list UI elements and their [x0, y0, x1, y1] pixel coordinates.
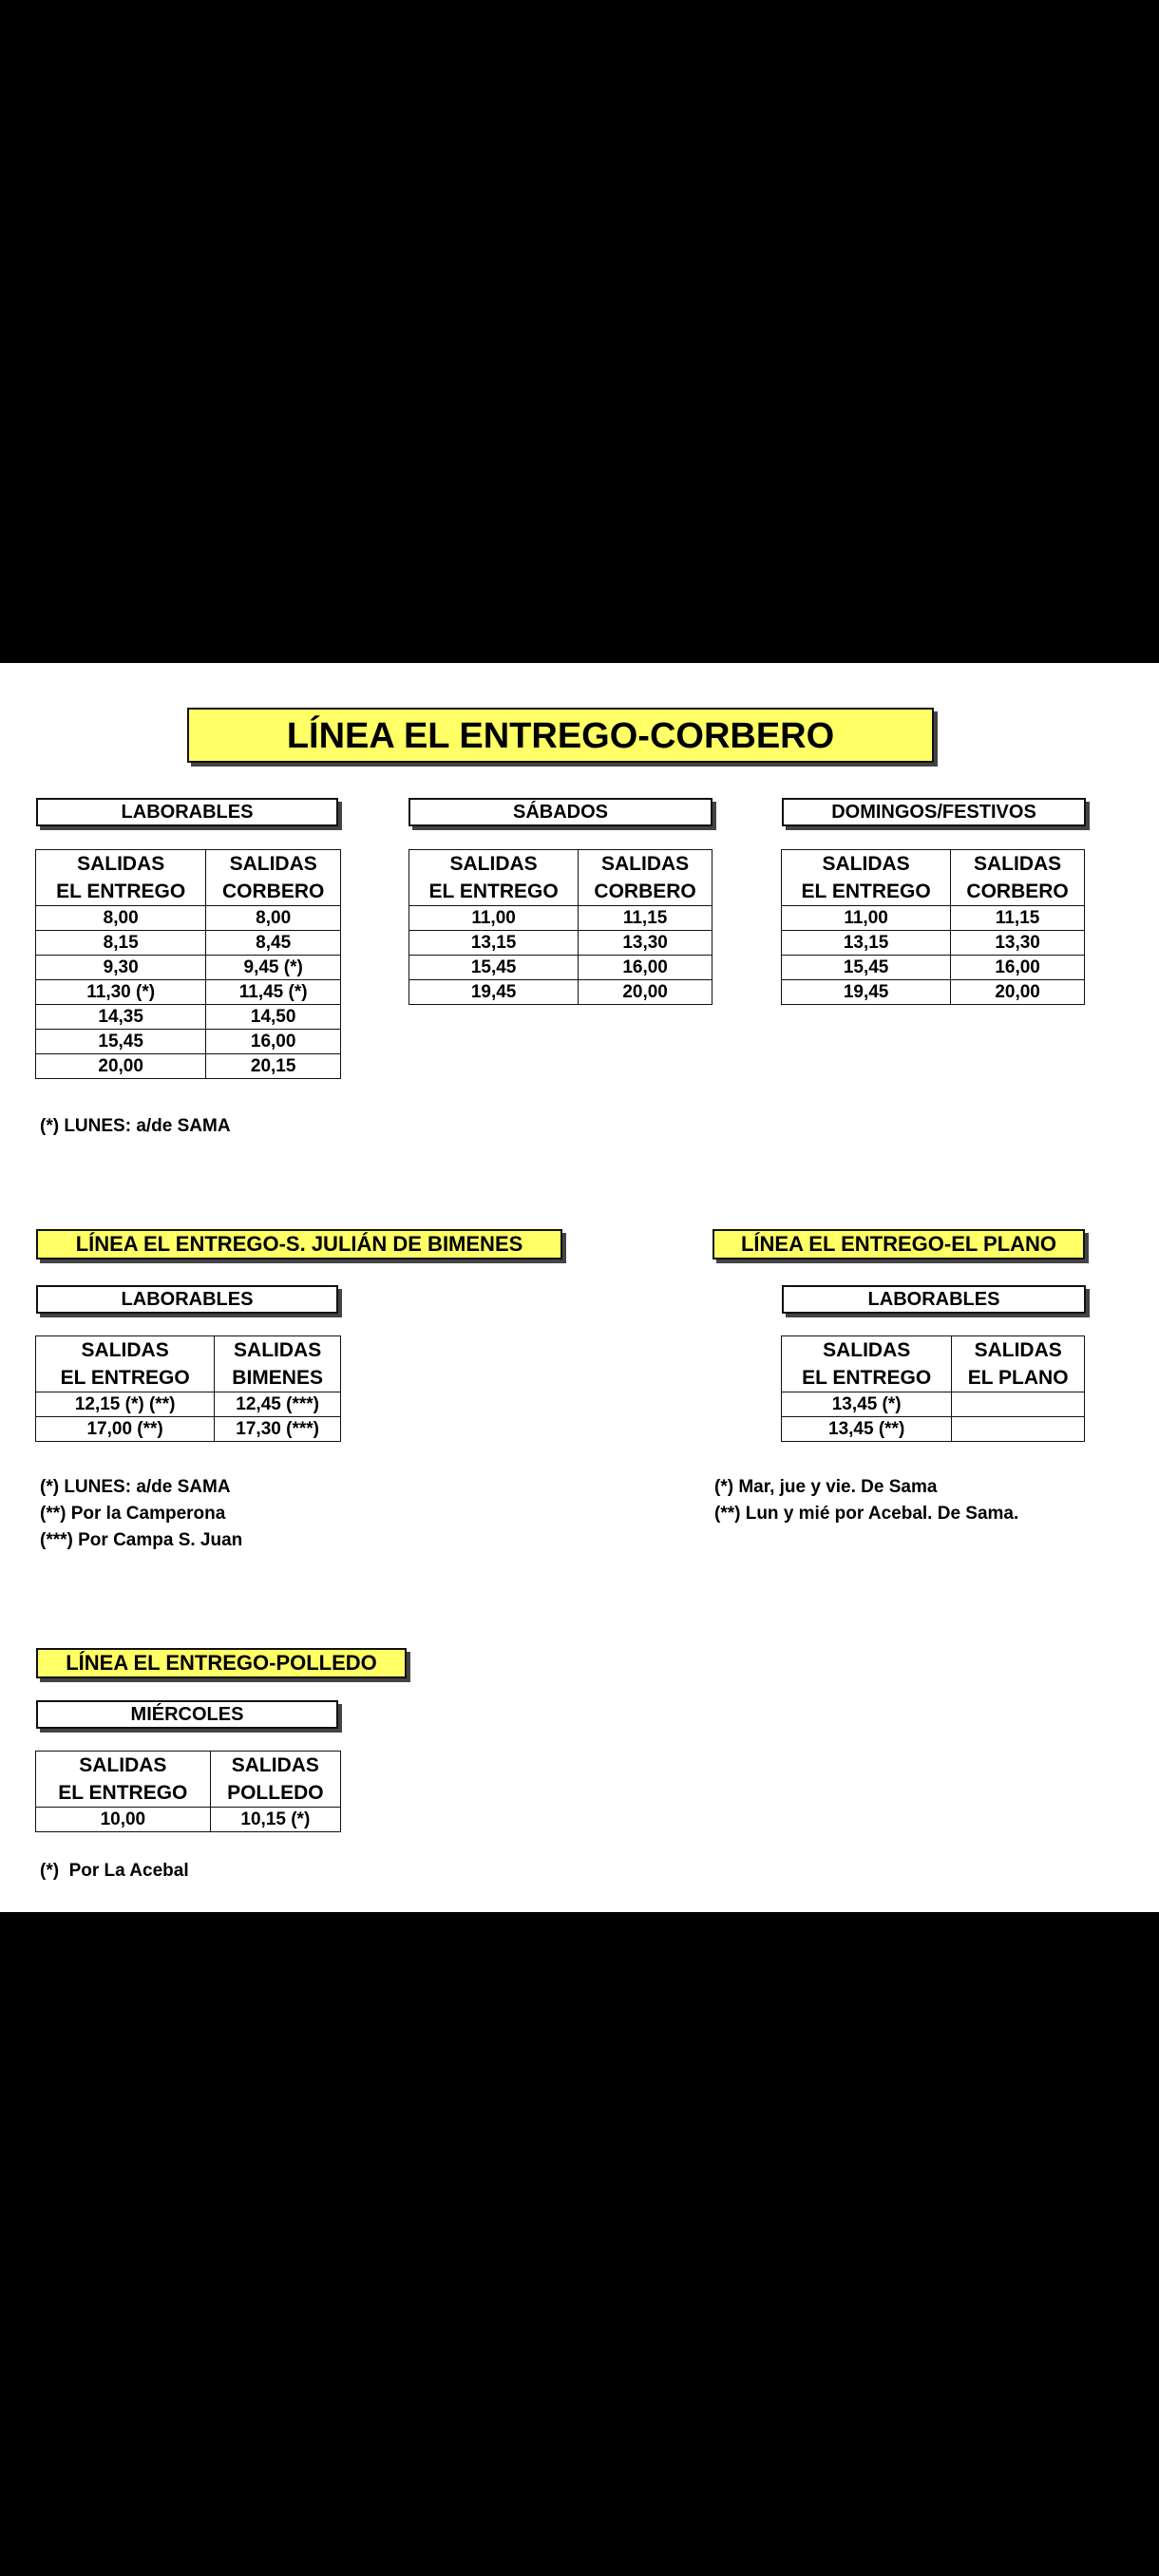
table-row	[36, 931, 341, 956]
time-cell: 14,35	[36, 1005, 206, 1030]
corbero-note: (*) LUNES: a/de SAMA	[40, 1116, 231, 1136]
table-row	[782, 956, 1085, 980]
time-cell: 11,45 (*)	[206, 980, 341, 1005]
table-row	[36, 1005, 341, 1030]
time-cell: 13,15	[782, 931, 951, 956]
time-cell: 14,50	[206, 1005, 341, 1030]
col-header: SALIDAS	[206, 850, 341, 879]
time-cell: 12,45 (***)	[215, 1392, 341, 1417]
time-cell: 13,30	[579, 931, 712, 956]
time-cell: 20,00	[579, 980, 712, 1005]
time-cell: 17,00 (**)	[36, 1417, 215, 1442]
col-header: SALIDAS	[36, 1336, 215, 1365]
time-cell: 16,00	[206, 1030, 341, 1054]
time-cell: 20,00	[36, 1054, 206, 1079]
col-header: SALIDAS	[215, 1336, 341, 1365]
table-row	[782, 931, 1085, 956]
time-cell: 8,45	[206, 931, 341, 956]
col-header: CORBERO	[206, 878, 341, 906]
table-row	[409, 931, 712, 956]
corbero-domingos-table	[781, 849, 1085, 1005]
bimenes-laborables-label: LABORABLES	[36, 1285, 338, 1314]
corbero-sabados-label: SÁBADOS	[408, 798, 712, 826]
time-cell	[952, 1392, 1085, 1417]
polledo-note: (*) Por La Acebal	[40, 1861, 189, 1881]
table-row	[36, 1808, 341, 1832]
time-cell: 15,45	[782, 956, 951, 980]
col-header: EL ENTREGO	[409, 878, 579, 906]
col-header: EL ENTREGO	[36, 878, 206, 906]
plano-title: LÍNEA EL ENTREGO-EL PLANO	[712, 1229, 1085, 1260]
time-cell: 8,00	[206, 906, 341, 931]
time-cell: 19,45	[409, 980, 579, 1005]
col-header: BIMENES	[215, 1364, 341, 1392]
col-header: SALIDAS	[952, 1336, 1085, 1365]
table-row	[409, 906, 712, 931]
time-cell: 15,45	[409, 956, 579, 980]
time-cell: 19,45	[782, 980, 951, 1005]
time-cell: 11,30 (*)	[36, 980, 206, 1005]
time-cell: 12,15 (*) (**)	[36, 1392, 215, 1417]
col-header: EL ENTREGO	[782, 1364, 952, 1392]
timetable-sheet	[0, 663, 1159, 1912]
col-header: POLLEDO	[210, 1779, 340, 1808]
polledo-title: LÍNEA EL ENTREGO-POLLEDO	[36, 1648, 407, 1678]
bimenes-note: (**) Por la Camperona	[40, 1504, 226, 1524]
time-cell: 13,45 (**)	[782, 1417, 952, 1442]
table-row	[782, 1417, 1085, 1442]
table-row	[782, 1392, 1085, 1417]
corbero-domingos-label: DOMINGOS/FESTIVOS	[782, 798, 1086, 826]
col-header: SALIDAS	[36, 1752, 211, 1780]
time-cell: 11,00	[409, 906, 579, 931]
bimenes-note: (*) LUNES: a/de SAMA	[40, 1477, 231, 1497]
time-cell: 16,00	[579, 956, 712, 980]
time-cell: 13,45 (*)	[782, 1392, 952, 1417]
col-header: SALIDAS	[409, 850, 579, 879]
corbero-sabados-table	[408, 849, 712, 1005]
col-header: EL PLANO	[952, 1364, 1085, 1392]
plano-note: (**) Lun y mié por Acebal. De Sama.	[714, 1504, 1019, 1524]
col-header: EL ENTREGO	[782, 878, 951, 906]
col-header: SALIDAS	[210, 1752, 340, 1780]
bimenes-table	[35, 1335, 341, 1442]
time-cell: 20,15	[206, 1054, 341, 1079]
table-row	[36, 1417, 341, 1442]
time-cell: 16,00	[951, 956, 1085, 980]
corbero-title: LÍNEA EL ENTREGO-CORBERO	[187, 708, 934, 763]
table-row	[36, 906, 341, 931]
bimenes-title: LÍNEA EL ENTREGO-S. JULIÁN DE BIMENES	[36, 1229, 562, 1260]
table-row	[782, 906, 1085, 931]
col-header: SALIDAS	[782, 850, 951, 879]
table-row	[36, 1054, 341, 1079]
table-row	[36, 1030, 341, 1054]
plano-table	[781, 1335, 1085, 1442]
col-header: SALIDAS	[782, 1336, 952, 1365]
corbero-laborables-label: LABORABLES	[36, 798, 338, 826]
time-cell: 13,30	[951, 931, 1085, 956]
time-cell: 11,15	[579, 906, 712, 931]
time-cell: 9,45 (*)	[206, 956, 341, 980]
time-cell: 10,15 (*)	[210, 1808, 340, 1832]
time-cell	[952, 1417, 1085, 1442]
polledo-miercoles-label: MIÉRCOLES	[36, 1700, 338, 1729]
time-cell: 8,15	[36, 931, 206, 956]
col-header: EL ENTREGO	[36, 1779, 211, 1808]
time-cell: 11,15	[951, 906, 1085, 931]
bimenes-note: (***) Por Campa S. Juan	[40, 1530, 243, 1550]
col-header: CORBERO	[579, 878, 712, 906]
col-header: EL ENTREGO	[36, 1364, 215, 1392]
col-header: SALIDAS	[36, 850, 206, 879]
table-row	[782, 980, 1085, 1005]
col-header: CORBERO	[951, 878, 1085, 906]
col-header: SALIDAS	[579, 850, 712, 879]
table-row	[409, 956, 712, 980]
time-cell: 15,45	[36, 1030, 206, 1054]
col-header: SALIDAS	[951, 850, 1085, 879]
table-row	[36, 1392, 341, 1417]
polledo-table	[35, 1751, 341, 1832]
time-cell: 10,00	[36, 1808, 211, 1832]
time-cell: 9,30	[36, 956, 206, 980]
time-cell: 8,00	[36, 906, 206, 931]
time-cell: 13,15	[409, 931, 579, 956]
time-cell: 17,30 (***)	[215, 1417, 341, 1442]
table-row	[36, 956, 341, 980]
table-row	[36, 980, 341, 1005]
table-row	[409, 980, 712, 1005]
corbero-laborables-table	[35, 849, 341, 1079]
time-cell: 11,00	[782, 906, 951, 931]
time-cell: 20,00	[951, 980, 1085, 1005]
plano-note: (*) Mar, jue y vie. De Sama	[714, 1477, 938, 1497]
plano-laborables-label: LABORABLES	[782, 1285, 1086, 1314]
